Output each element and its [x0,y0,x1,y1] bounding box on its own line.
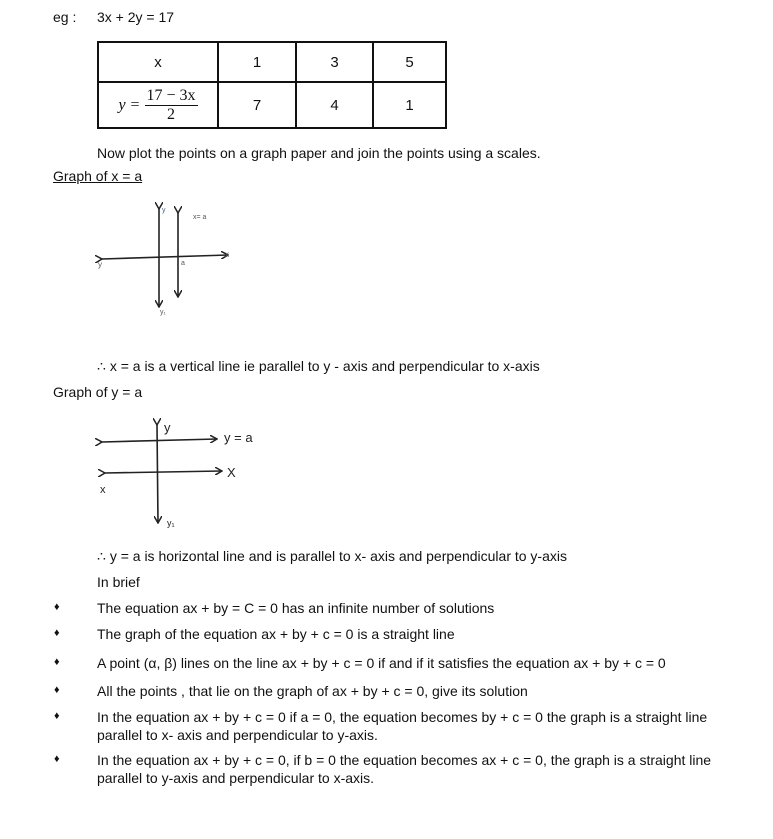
bullet-icon: ♦ [54,627,60,639]
bullet-icon: ♦ [54,710,60,722]
table-row-x [98,42,446,82]
example-label: eg : [53,9,77,25]
conclusion-y-eq-a [97,548,567,565]
heading-graph-y-eq-a: Graph of y = a [53,384,143,400]
conclusion-text: y = a is horizontal line and is parallel to x- axis and perpendicular to y-axis [109,548,567,564]
table-cell: 1 [373,82,446,128]
instruction-text: Now plot the points on a graph paper and join the points using a scales. [97,145,541,161]
x-axis [102,255,228,259]
table-header-y [98,82,218,128]
label-y-left: y [98,260,102,269]
table-cell: 3 [296,42,373,82]
fraction [145,87,198,124]
label-a: a [181,260,185,267]
label-x-left: x [100,484,106,496]
list-item: The graph of the equation ax + by + c = 0 is a straight line [97,626,455,642]
label-y-bottom: y₁ [160,309,166,316]
line-y-eq-a [102,439,217,442]
conclusion-x-eq-a [97,358,540,375]
table-header-x: x [98,42,218,82]
y-axis [157,425,158,523]
list-item: The equation ax + by = C = 0 has an infinite number of solutions [97,600,495,616]
diagram-x-eq-a [80,195,250,325]
table-cell: 4 [296,82,373,128]
label-x-right: X [227,465,236,480]
table-cell: 7 [218,82,296,128]
list-item: A point (α, β) lines on the line ax + by + c = 0 if and if it satisfies the equation ax + by + c = 0 [97,655,666,671]
example-equation: 3x + 2y = 17 [97,9,175,25]
table-row-y [98,82,446,128]
table-cell: 5 [373,42,446,82]
x-axis [105,471,222,473]
therefore-symbol: ∴ [97,358,106,374]
bullet-icon: ♦ [54,601,60,613]
bullet-icon: ♦ [54,753,60,765]
fraction-numerator: 17 − 3x [146,86,196,104]
label-line: x= a [193,214,207,221]
label-line: y = a [224,430,253,445]
list-item: In the equation ax + by + c = 0, if b = 0 the equation becomes ax + c = 0, the graph is a straight line parallel to y-axis and perpendicular to x-axis. [97,752,712,786]
label-y-top: y [162,207,166,214]
bullet-icon: ♦ [54,684,60,696]
fraction-denominator: 2 [167,105,176,123]
bullet-icon: ♦ [54,656,60,668]
values-table [97,41,447,129]
label-y-bottom: y₁ [167,518,175,528]
list-item: In the equation ax + by + c = 0 if a = 0, the equation becomes by + c = 0 the graph is a straight line parallel to x- axis and perpendicular to y-axis. [97,709,708,743]
heading-graph-x-eq-a: Graph of x = a [53,168,143,184]
list-item: All the points , that lie on the graph of ax + by + c = 0, give its solution [97,683,528,699]
therefore-symbol: ∴ [97,548,106,564]
conclusion-text: x = a is a vertical line ie parallel to y - axis and perpendicular to x-axis [109,358,540,374]
y-equals: y = [118,95,141,113]
brief-heading: In brief [97,574,140,590]
label-x-right: x [225,250,229,259]
diagram-y-eq-a [80,410,280,540]
label-y-top: y [164,420,171,435]
table-cell: 1 [218,42,296,82]
